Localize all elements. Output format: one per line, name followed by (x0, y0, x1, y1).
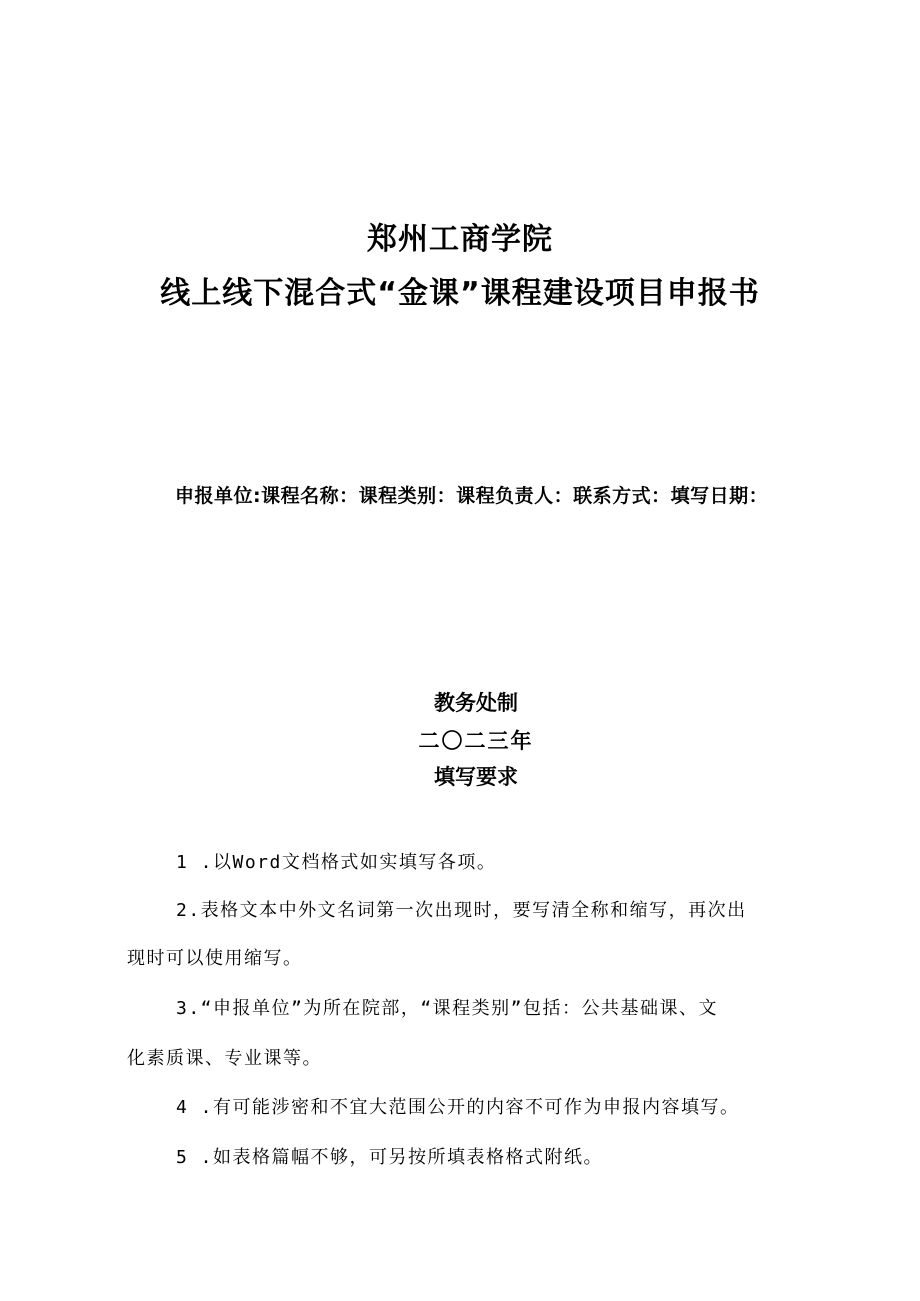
requirement-item-3-line-1: 3.“申报单位”为所在院部，“课程类别”包括：公共基础课、文 (176, 998, 719, 1019)
requirement-item-3-line-2: 化素质课、专业课等。 (127, 1048, 322, 1069)
year-label: 二〇二三年 (418, 729, 534, 753)
requirement-item-5: 5 .如表格篇幅不够，可另按所填表格格式附纸。 (176, 1147, 604, 1168)
issuer-label: 教务处制 (434, 691, 518, 715)
requirement-item-2-line-1: 2.表格文本中外文名词第一次出现时，要写清全称和缩写，再次出 (176, 900, 747, 921)
requirement-item-1: 1 .以Word文档格式如实填写各项。 (176, 852, 497, 873)
school-name-title: 郑州工商学院 (367, 222, 553, 257)
requirements-heading: 填写要求 (434, 765, 518, 789)
requirement-item-2-line-2: 现时可以使用缩写。 (127, 948, 303, 969)
application-title: 线上线下混合式“金课”课程建设项目申报书 (160, 276, 760, 311)
requirement-item-4: 4 .有可能涉密和不宜大范围公开的内容不可作为申报内容填写。 (176, 1097, 740, 1118)
application-info-fields: 申报单位:课程名称：课程类别：课程负责人：联系方式：填写日期： (175, 485, 769, 507)
